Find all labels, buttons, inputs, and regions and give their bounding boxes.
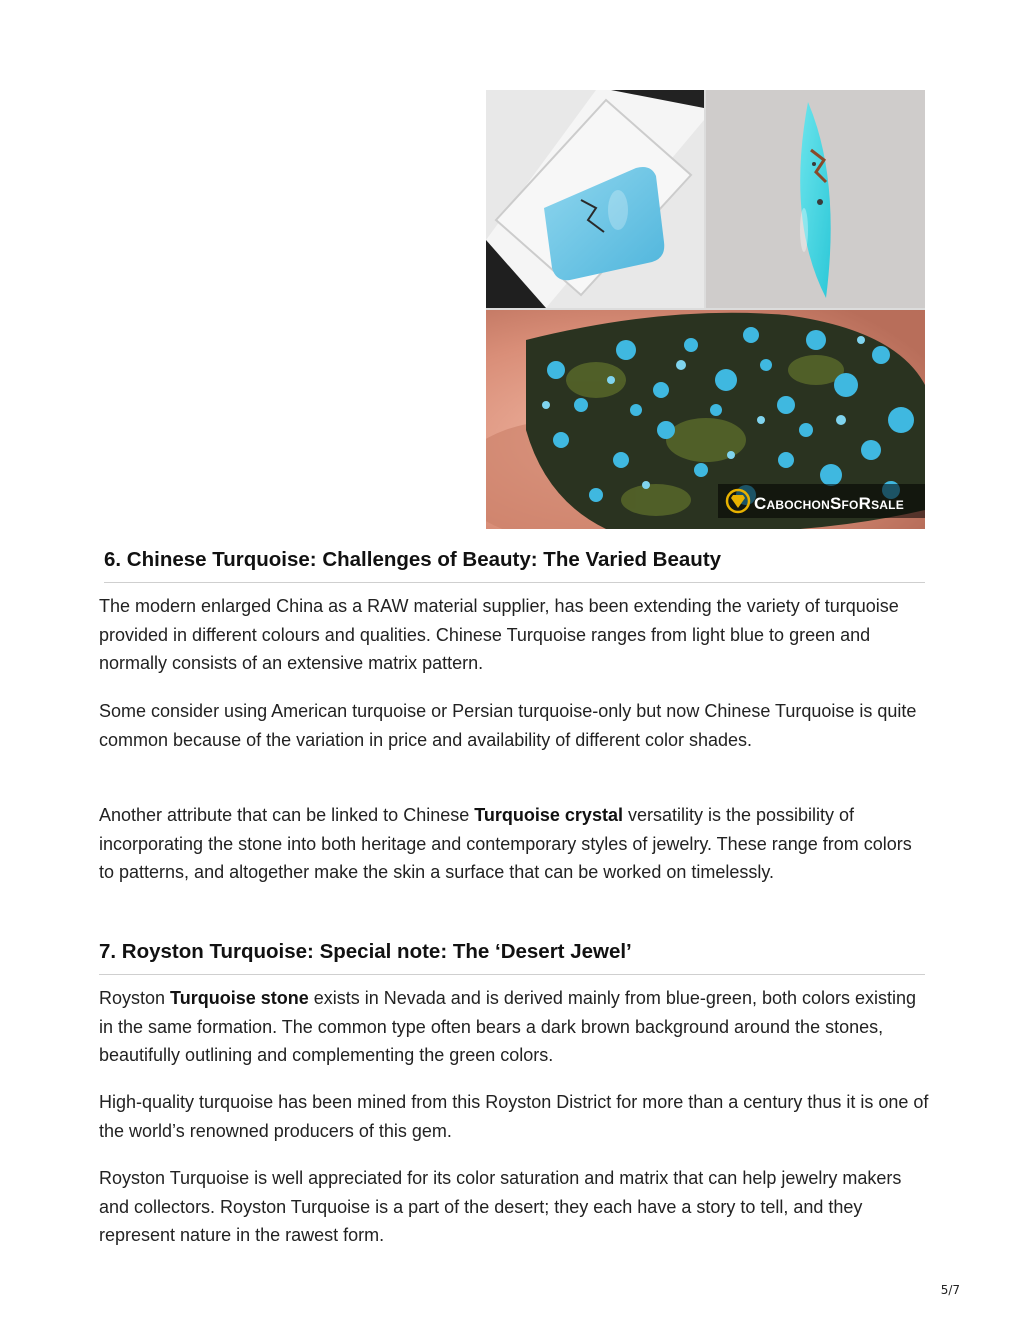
marquise-turquoise-tile [706, 90, 925, 308]
watermark-logo [718, 484, 925, 518]
turquoise-crystal-keyword: Turquoise crystal [474, 805, 623, 825]
svg-text:CABOCHONSFORSALE: CABOCHONSFORSALE [754, 494, 904, 513]
section-7-heading: 7. Royston Turquoise: Special note: The ‘Desert Jewel’ [99, 940, 925, 975]
paragraph-text: Another attribute that can be linked to Chinese [99, 805, 475, 825]
paragraph-text: Royston [99, 988, 171, 1008]
paragraph-text: exists in Nevada and is derived mainly from blue-green, both colors existing in the same formation. The common type often bears a dark brown background around the stones, beautifully outlining and complementing the green colors. [99, 988, 917, 1065]
section-6-paragraph-1: The modern enlarged China as a RAW material supplier, has been extending the variety of turquoise provided in different colours and qualities. Chinese Turquoise ranges from light blue to green and normally consists of an extensive matrix pattern. [99, 596, 899, 673]
section-7-paragraph-2: High-quality turquoise has been mined from this Royston District for more than a century thus it is one of the world’s renowned producers of this gem. [99, 1092, 929, 1141]
page-number: 5/7 [940, 1283, 960, 1297]
square-turquoise-tile [486, 90, 704, 308]
section-7-paragraph-3: Royston Turquoise is well appreciated for its color saturation and matrix that can help jewelry makers and collectors. Royston Turquoise is a part of the desert; they each have a story to tell, and they represent nature in the rawest form. [99, 1168, 902, 1245]
turquoise-stone-keyword: Turquoise stone [170, 988, 309, 1008]
section-6-paragraph-3 [99, 801, 929, 887]
spiderweb-turquoise-tile [486, 310, 925, 529]
section-6-paragraph-2: Some consider using American turquoise or Persian turquoise-only but now Chinese Turquoise is quite common because of the variation in price and availability of different color shades. [99, 701, 917, 750]
section-6-heading: 6. Chinese Turquoise: Challenges of Beauty: The Varied Beauty [104, 548, 925, 583]
paragraph-text: versatility is the possibility of incorporating the stone into both heritage and contemporary styles of jewelry. These range from colors to patterns, and altogether make the skin a surface that can be worked on timelessly. [99, 805, 912, 882]
turquoise-collage-image [486, 90, 925, 529]
section-7-paragraph-1 [99, 984, 929, 1070]
